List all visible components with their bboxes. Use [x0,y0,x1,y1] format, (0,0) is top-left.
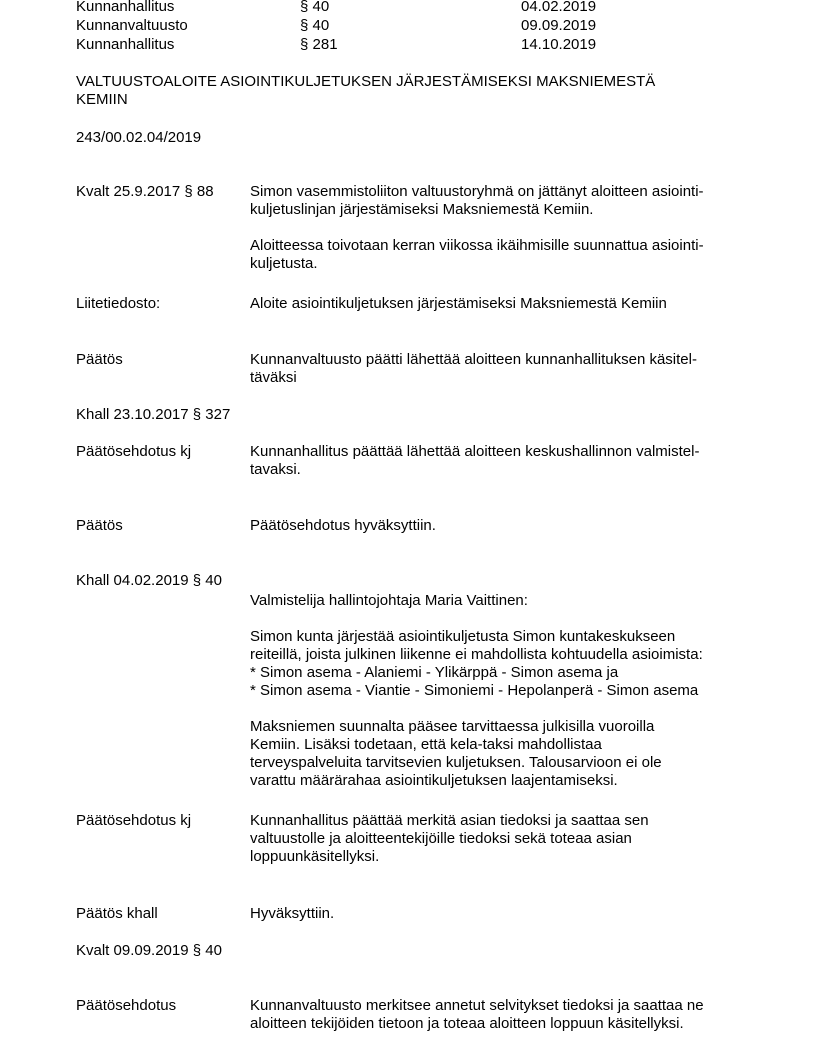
decision-text: Päätösehdotus hyväksyttiin. [250,517,436,534]
section-label-khall-2017: Khall 23.10.2017 § 327 [76,406,231,423]
body-line: Simon kunta järjestää asiointikuljetusta Simon kuntakeskukseen [250,628,676,645]
section-label-kvalt-2019: Kvalt 09.09.2019 § 40 [76,942,222,959]
route-item: * Simon asema - Alaniemi - Ylikärppä - Simon asema ja [250,664,619,681]
section-body-kvalt-2017 [250,183,750,273]
proposal-label: Päätösehdotus [76,997,177,1014]
proposal-text [250,443,750,479]
document-title-line2: KEMIIN [76,91,128,108]
proposal-text [250,997,750,1033]
decision-label: Päätös [76,351,123,368]
body-line: terveyspalveluita tarvitsevien kuljetuksen. Talousarvioon ei ole [250,754,662,771]
body-line: Kunnanhallitus päättää merkitä asian tiedoksi ja saattaa sen [250,812,649,829]
decision-label: Päätös khall [76,905,158,922]
decision-text [250,351,750,387]
proposal-label: Päätösehdotus kj [76,812,192,829]
body-line: Kemiin. Lisäksi todetaan, että kela-taksi mahdollistaa [250,736,602,753]
record-number: 243/00.02.04/2019 [76,129,202,146]
decision-text: Hyväksyttiin. [250,905,335,922]
body-line: aloitteen tekijöiden tietoon ja toteaa aloitteen loppuun käsitellyksi. [250,1015,684,1032]
attachment-text: Aloite asiointikuljetuksen järjestämiseksi Maksniemestä Kemiin [250,295,667,312]
body-line: tavaksi. [250,461,301,478]
body-line: loppuunkäsitellyksi. [250,848,380,865]
section-label-khall-2019: Khall 04.02.2019 § 40 [76,572,222,589]
body-line: Kunnanhallitus päättää lähettää aloitteen keskushallinnon valmistel- [250,443,700,460]
section-label-kvalt-2017: Kvalt 25.9.2017 § 88 [76,183,214,200]
header-organ: Kunnanvaltuusto [76,17,188,34]
body-line: kuljetusta. [250,255,318,272]
route-item: * Simon asema - Viantie - Simoniemi - Hepolanperä - Simon asema [250,682,699,699]
header-section: § 40 [300,17,330,34]
section-body-khall-2019 [250,592,750,790]
body-line: kuljetuslinjan järjestämiseksi Maksniemestä Kemiin. [250,201,594,218]
document-title-line1: VALTUUSTOALOITE ASIOINTIKULJETUKSEN JÄRJESTÄMISEKSI MAKSNIEMESTÄ [76,73,656,90]
header-section: § 281 [300,36,338,53]
body-line: Maksniemen suunnalta pääsee tarvittaessa julkisilla vuoroilla [250,718,655,735]
body-line: reiteillä, joista julkinen liikenne ei mahdollista kohtuudella asioimista: [250,646,703,663]
body-line: täväksi [250,369,297,386]
body-line: varattu määrärahaa asiointikuljetuksen laajentamiseksi. [250,772,618,789]
header-organ: Kunnanhallitus [76,0,175,15]
body-line: valtuustolle ja aloitteentekijöille tiedoksi sekä toteaa asian [250,830,632,847]
header-organ: Kunnanhallitus [76,36,175,53]
header-section: § 40 [300,0,330,15]
body-line: Aloitteessa toivotaan kerran viikossa ikäihmisille suunnattua asiointi- [250,237,704,254]
header-date: 04.02.2019 [521,0,597,15]
body-line: Simon vasemmistoliiton valtuustoryhmä on jättänyt aloitteen asiointi- [250,183,704,200]
proposal-label: Päätösehdotus kj [76,443,192,460]
attachment-label: Liitetiedosto: [76,295,161,312]
preparer-line: Valmistelija hallintojohtaja Maria Vaittinen: [250,592,528,609]
body-line: Kunnanvaltuusto merkitsee annetut selvitykset tiedoksi ja saattaa ne [250,997,704,1014]
proposal-text [250,812,750,866]
header-date: 09.09.2019 [521,17,597,34]
decision-label: Päätös [76,517,123,534]
header-date: 14.10.2019 [521,36,597,53]
body-line: Kunnanvaltuusto päätti lähettää aloitteen kunnanhallituksen käsitel- [250,351,697,368]
